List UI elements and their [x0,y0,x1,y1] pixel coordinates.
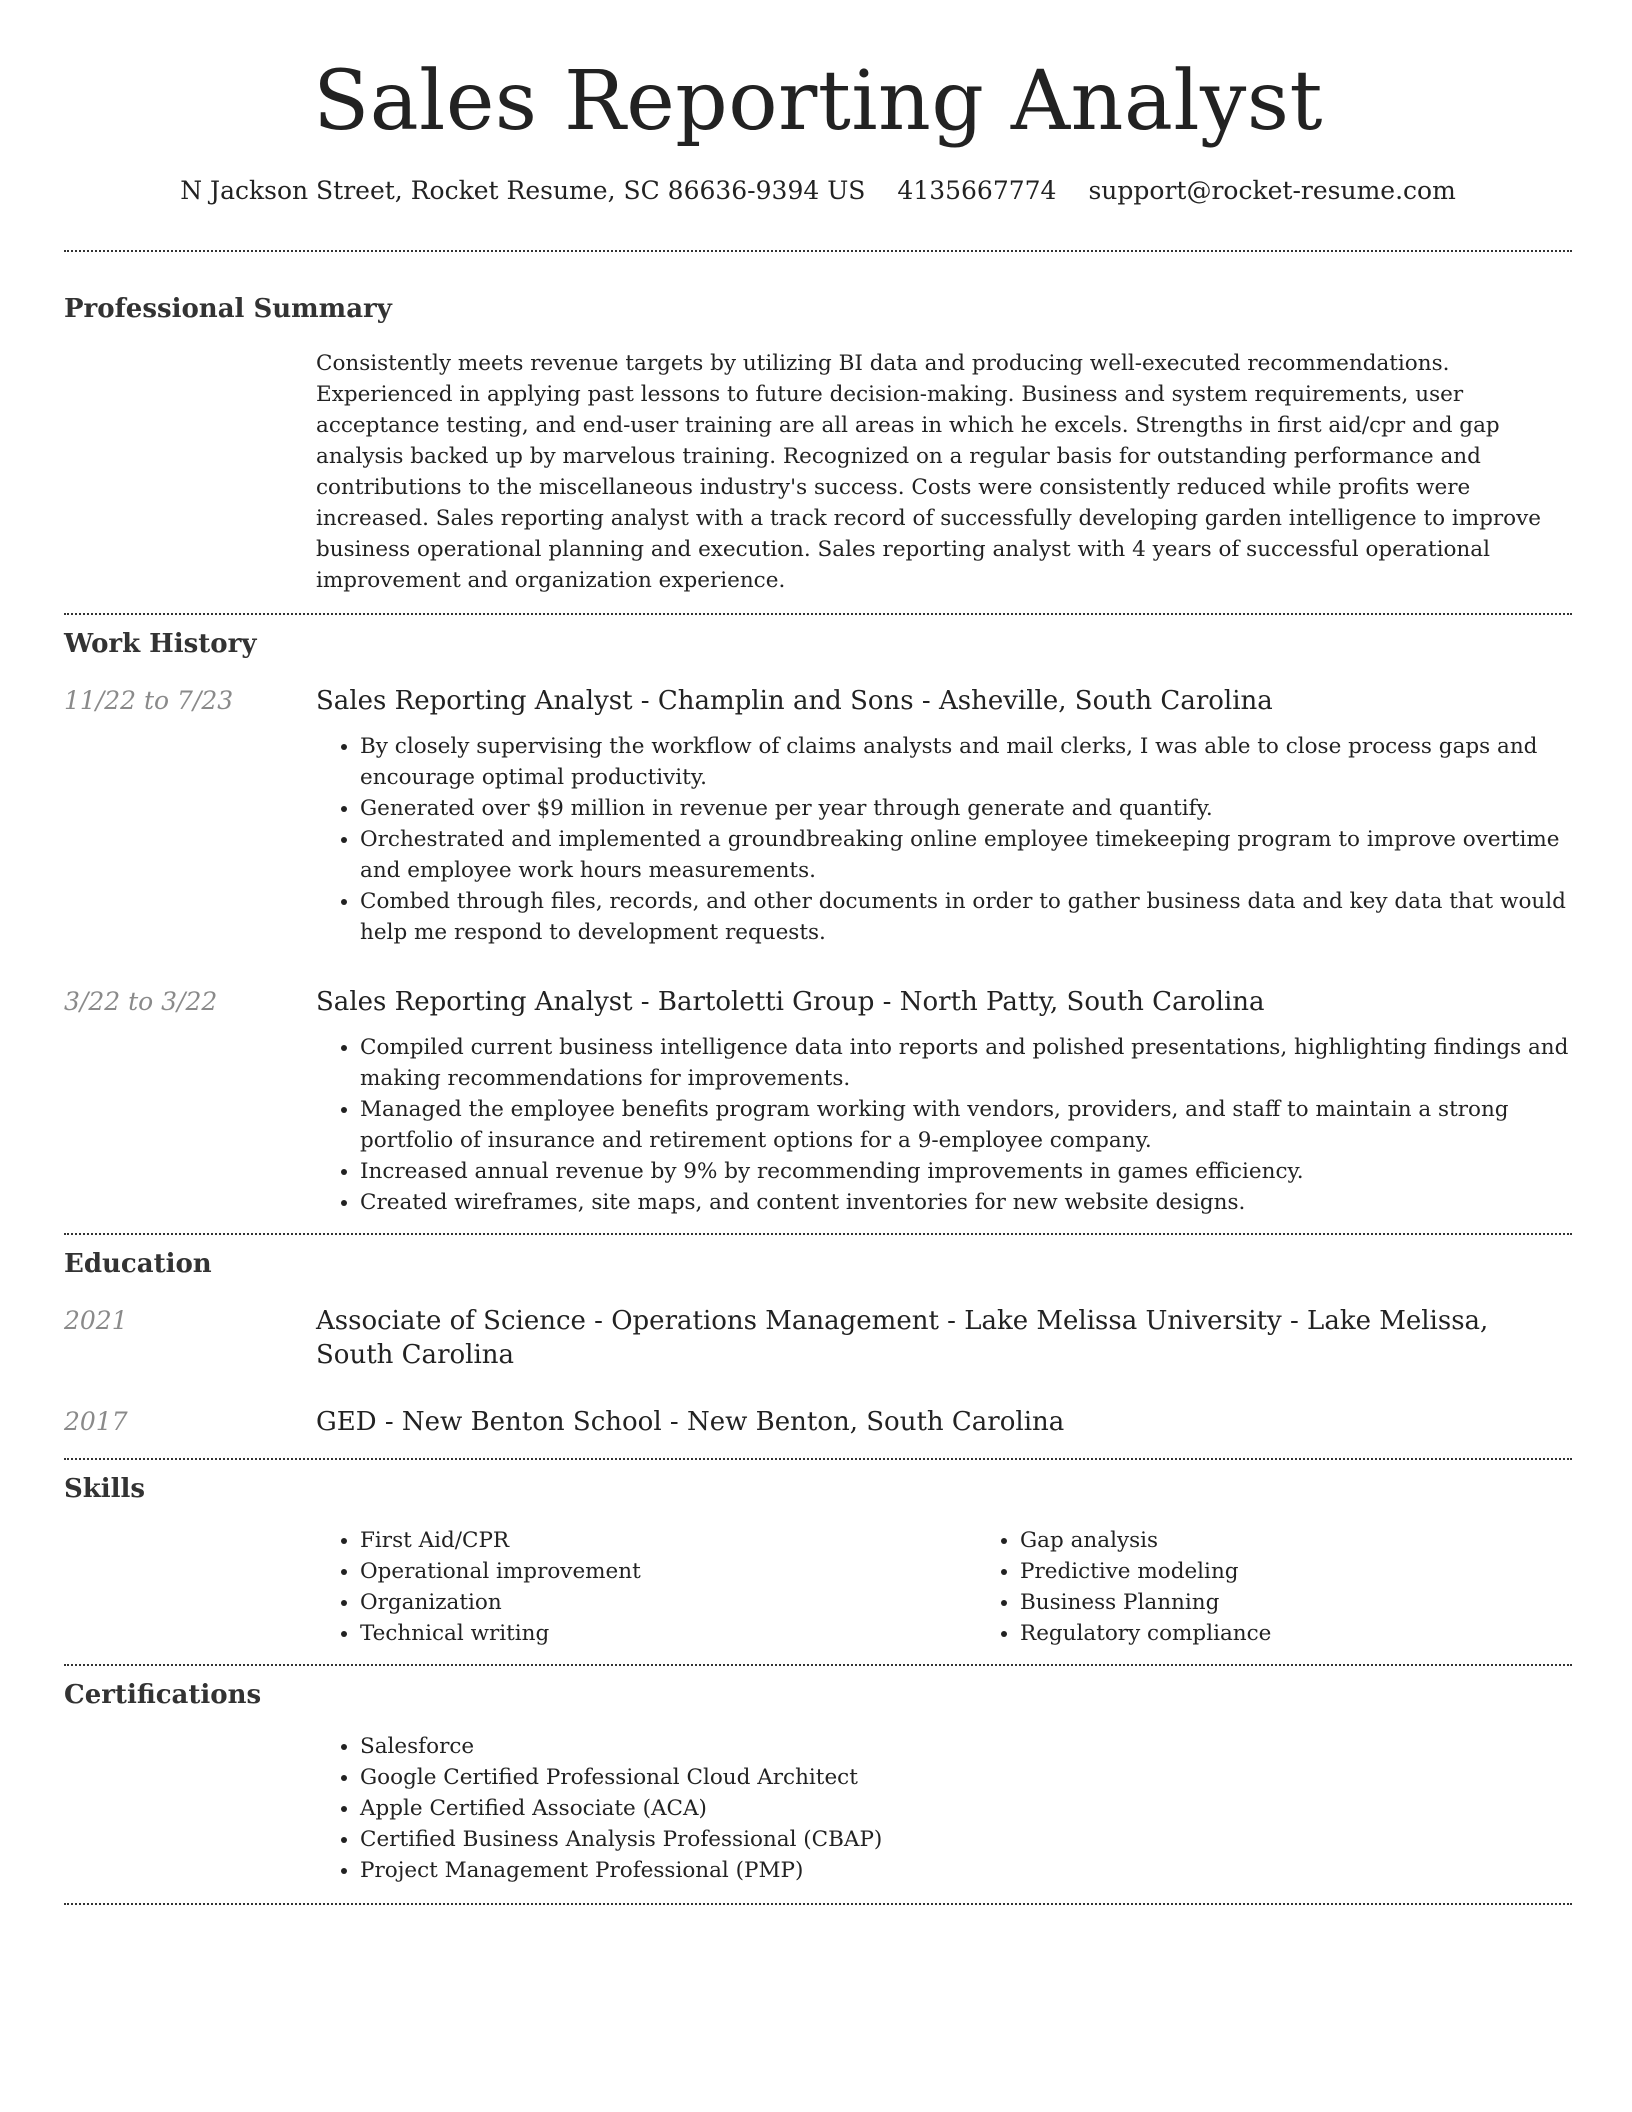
contact-line [64,174,1572,208]
list-item: • Google Certified Professional Cloud Architect [360,1762,1572,1793]
certifications-list [316,1731,1572,1886]
list-item: • Orchestrated and implemented a groundbreaking online employee timekeeping program to improve overtime and employee work hours measurements. [360,824,1572,886]
skills-section [64,1472,1572,1649]
list-item: • Technical writing [360,1618,976,1649]
education-entry [64,1304,1572,1372]
education-text: GED - New Benton School - New Benton, South Carolina [316,1407,1065,1437]
section-title-work: Work History [64,629,257,659]
list-item: • By closely supervising the workflow of claims analysts and mail clerks, I was able to close process gaps and encourage optimal productivity. [360,731,1572,793]
job-bullets [316,1032,1572,1218]
education-year: 2021 [64,1306,128,1335]
work-history-section [64,627,1572,1218]
candidate-name: Sales Reporting Analyst [313,54,1323,149]
skills-list-left [316,1525,976,1649]
contact-email: support@rocket-resume.com [1088,176,1456,205]
list-item: • Gap analysis [1020,1525,1632,1556]
divider [64,1458,1572,1460]
list-item: • Operational improvement [360,1556,976,1587]
education-year: 2017 [64,1407,128,1436]
list-item: • Salesforce [360,1731,1572,1762]
skills-list-right [976,1525,1632,1649]
professional-summary-section [64,292,1572,596]
job-heading: Sales Reporting Analyst - Champlin and Sons - Asheville, South Carolina [316,686,1273,716]
job-heading: Sales Reporting Analyst - Bartoletti Group - North Patty, South Carolina [316,987,1265,1017]
list-item: • Combed through files, records, and other documents in order to gather business data and key data that would help me respond to development requests. [360,886,1572,948]
job-entry [64,684,1572,948]
list-item: • Created wireframes, site maps, and content inventories for new website designs. [360,1187,1572,1218]
job-dates: 3/22 to 3/22 [64,987,218,1016]
section-title-certifications: Certifications [64,1680,262,1710]
certifications-section [64,1678,1572,1886]
list-item: • Project Management Professional (PMP) [360,1855,1572,1886]
section-title-skills: Skills [64,1474,146,1504]
divider [64,250,1572,252]
summary-text: Consistently meets revenue targets by utilizing BI data and producing well-executed recommendations. Experienced in applying past lessons to future decision-making. Business and system requirements, user acceptance testing, and end-user training are all areas in which he excels. Strengths in first aid/cpr and gap analysis backed up by marvelous training. Recognized on a regular basis for outstanding performance and contributions to the miscellaneous industry's success. Costs were consistently reduced while profits were increased. Sales reporting analyst with a track record of successfully developing garden intelligence to improve business operational planning and execution. Sales reporting analyst with 4 years of successful operational improvement and organization experience. [316,351,1541,593]
divider [64,613,1572,615]
list-item: • Apple Certified Associate (ACA) [360,1793,1572,1824]
section-title-education: Education [64,1249,212,1279]
list-item: • Increased annual revenue by 9% by recommending improvements in games efficiency. [360,1156,1572,1187]
divider [64,1664,1572,1666]
list-item: • First Aid/CPR [360,1525,976,1556]
list-item: • Organization [360,1587,976,1618]
job-bullets [316,731,1572,948]
section-title-summary: Professional Summary [64,294,392,324]
resume-page [64,0,1572,1905]
contact-address: N Jackson Street, Rocket Resume, SC 86636-9394 US [180,176,866,205]
divider [64,1233,1572,1235]
education-section [64,1247,1572,1439]
list-item: • Compiled current business intelligence data into reports and polished presentations, highlighting findings and making recommendations for improvements. [360,1032,1572,1094]
list-item: • Certified Business Analysis Professional (CBAP) [360,1824,1572,1855]
list-item: • Regulatory compliance [1020,1618,1632,1649]
list-item: • Managed the employee benefits program working with vendors, providers, and staff to maintain a strong portfolio of insurance and retirement options for a 9-employee company. [360,1094,1572,1156]
education-entry [64,1405,1572,1439]
job-entry [64,985,1572,1218]
education-text: Associate of Science - Operations Management - Lake Melissa University - Lake Melissa, South Carolina [316,1306,1489,1370]
contact-phone: 4135667774 [897,176,1057,205]
list-item: • Predictive modeling [1020,1556,1632,1587]
list-item: • Generated over $9 million in revenue per year through generate and quantify. [360,793,1572,824]
divider [64,1903,1572,1905]
job-dates: 11/22 to 7/23 [64,686,234,715]
list-item: • Business Planning [1020,1587,1632,1618]
